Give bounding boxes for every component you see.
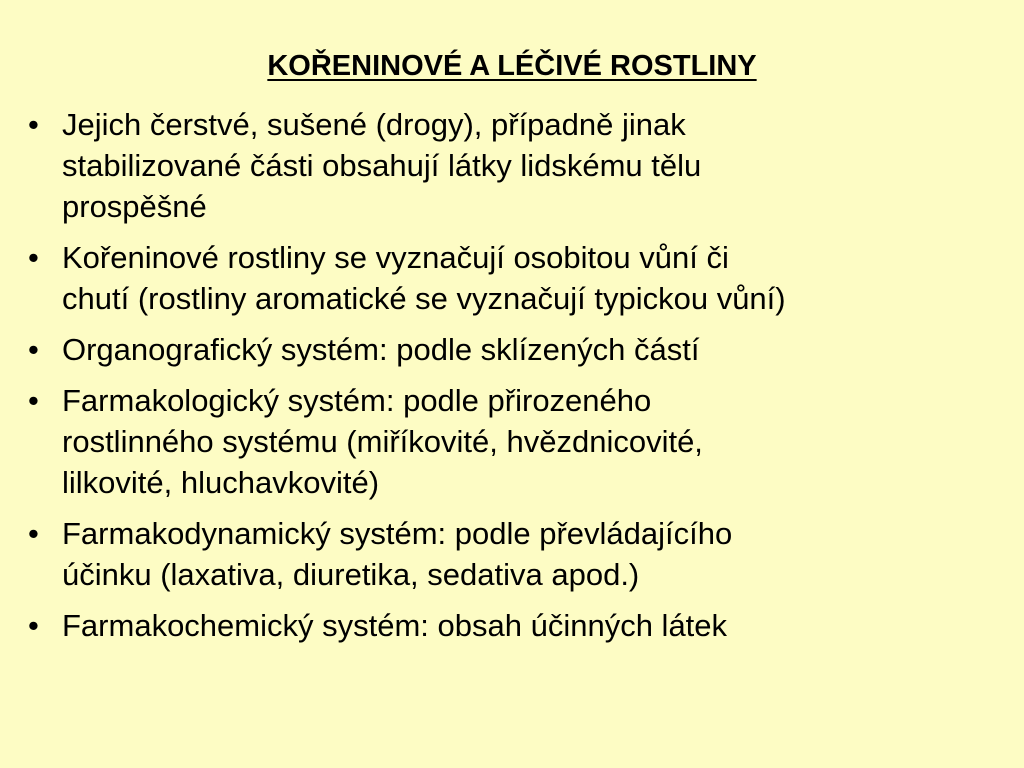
bullet-text-line: Farmakologický systém: podle přirozeného (62, 383, 652, 418)
bullet-point-icon: • (28, 107, 39, 142)
bullet-text-line: rostlinného systému (miříkovité, hvězdnicovité, (62, 424, 703, 459)
bullet-point-icon: • (28, 608, 39, 643)
bullet-point-icon: • (28, 516, 39, 551)
bullet-point-icon: • (28, 383, 39, 418)
bullet-text-line: stabilizované části obsahují látky lidskému tělu (62, 148, 702, 183)
bullet-list (22, 104, 1022, 656)
bullet-text-line: Organografický systém: podle sklízených částí (62, 332, 700, 367)
bullet-text-line: Farmakochemický systém: obsah účinných látek (62, 608, 728, 643)
bullet-item (22, 605, 1022, 646)
bullet-item (22, 329, 1022, 370)
bullet-text-line: účinku (laxativa, diuretika, sedativa apod.) (62, 557, 640, 592)
bullet-text-line: prospěšné (62, 189, 207, 224)
bullet-item (22, 513, 1022, 595)
bullet-text-line: Kořeninové rostliny se vyznačují osobitou vůní či (62, 240, 729, 275)
bullet-point-icon: • (28, 332, 39, 367)
bullet-text-line: chutí (rostliny aromatické se vyznačují typickou vůní) (62, 281, 786, 316)
bullet-item (22, 104, 1022, 227)
slide-title: KOŘENINOVÉ A LÉČIVÉ ROSTLINY (267, 50, 757, 82)
bullet-text-line: Jejich čerstvé, sušené (drogy), případně jinak (62, 107, 686, 142)
bullet-item (22, 380, 1022, 503)
bullet-text-line: Farmakodynamický systém: podle převládajícího (62, 516, 733, 551)
bullet-point-icon: • (28, 240, 39, 275)
bullet-text-line: lilkovité, hluchavkovité) (62, 465, 380, 500)
bullet-item (22, 237, 1022, 319)
